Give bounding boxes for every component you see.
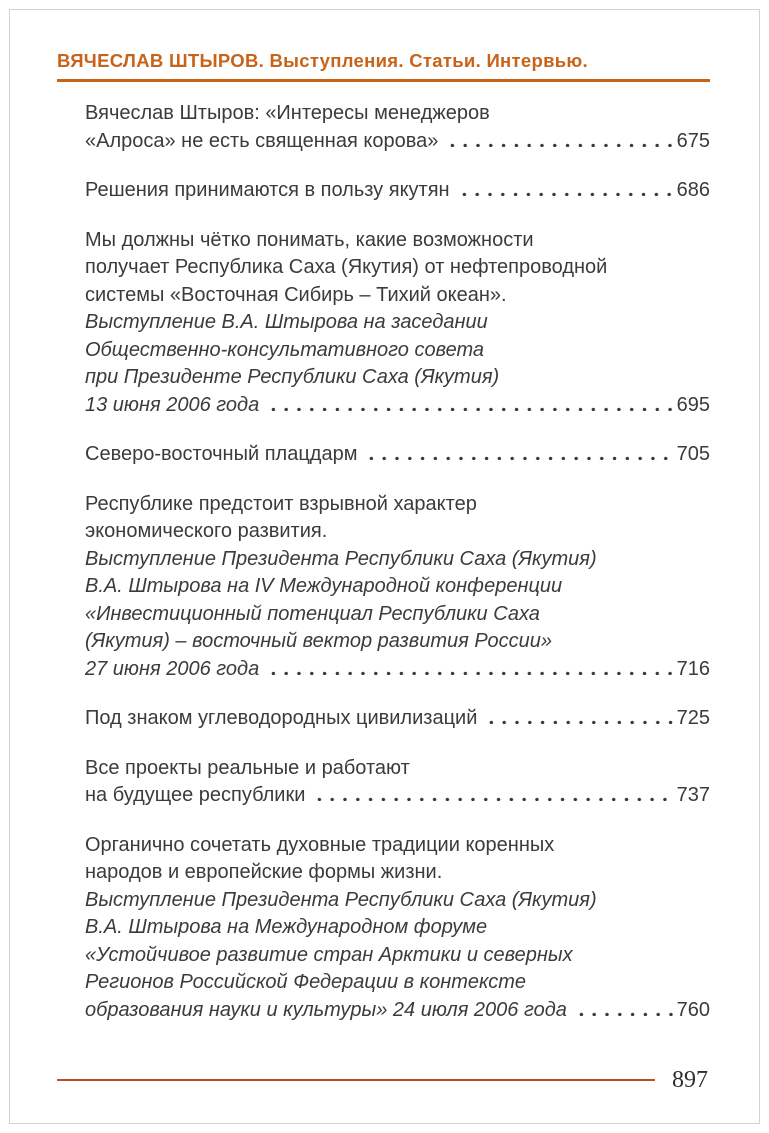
toc-line [85,364,710,392]
dot-leader [365,455,672,460]
toc-line [85,573,710,601]
dot-leader [313,796,672,801]
dot-leader [485,719,672,724]
toc-page-number: 695 [676,393,710,416]
toc-text: Выступление Президента Республики Саха (Якутия) [85,547,597,570]
toc-line [85,491,710,519]
toc-line [85,392,710,420]
toc-text: Мы должны чётко понимать, какие возможности [85,228,534,251]
toc-page-number: 675 [676,129,710,152]
toc-text: Регионов Российской Федерации в контексте [85,971,527,993]
toc-text: Общественно-консультативного совета [85,338,485,361]
toc-entry [85,832,710,1025]
toc-line [85,887,710,915]
toc-line [85,832,710,860]
toc-text: Северо-восточный плацдарм [85,443,358,465]
toc-text: при Президенте Республики Саха (Якутия) [85,366,500,388]
toc-line [85,859,710,887]
toc-text: народов и европейские формы жизни. [85,861,443,883]
toc-text: Органично сочетать духовные традиции коренных [85,833,555,856]
toc-line [85,755,710,783]
toc-line [85,254,710,282]
dot-leader [267,406,672,411]
toc-line [85,601,710,629]
toc-line [85,128,710,156]
toc-page-number: 725 [676,707,710,729]
toc-text: В.А. Штырова на Международном форуме [85,916,488,938]
toc-line [85,227,710,255]
toc-line [85,628,710,656]
toc-text: системы «Восточная Сибирь – Тихий океан». [85,283,507,306]
toc-line [85,177,710,205]
toc-text: образования науки и культуры» 24 июля 2006 года [85,998,567,1021]
toc-page-number: 716 [676,657,710,680]
toc-line [85,100,710,128]
dot-leader [458,191,673,196]
toc-line [85,656,710,684]
toc-text: Решения принимаются в пользу якутян [85,179,450,201]
toc-text: на будущее республики [85,784,306,806]
toc-entry [85,755,710,810]
toc-line [85,942,710,970]
toc-page-number: 686 [676,179,710,201]
toc-line [85,914,710,942]
toc-text: Республике предстоит взрывной характер [85,492,477,515]
toc-line [85,969,710,997]
footer-rule [57,1079,655,1081]
toc-line [85,337,710,365]
page-footer [57,1068,708,1092]
toc-text: 27 июня 2006 года [85,657,260,680]
toc-line [85,705,710,733]
toc-text: «Устойчивое развитие стран Арктики и северных [85,943,573,966]
dot-leader [575,1011,673,1016]
toc-text: Вячеслав Штыров: «Интересы менеджеров [85,102,490,124]
toc-text: экономического развития. [85,520,328,542]
toc-text: Под знаком углеводородных цивилизаций [85,707,478,729]
dot-leader [446,142,672,147]
header-rule [57,79,710,82]
toc-entry [85,491,710,684]
toc-page-number: 705 [676,443,710,465]
toc-text: «Инвестиционный потенциал Республики Саха [85,602,540,625]
toc-page-number: 760 [676,998,710,1021]
toc-line [85,546,710,574]
toc-text: 13 июня 2006 года [85,393,260,416]
toc-line [85,441,710,469]
running-head-title: ВЯЧЕСЛАВ ШТЫРОВ. Выступления. Статьи. Интервью. [57,50,588,71]
toc-entry [85,177,710,205]
toc [85,100,710,1024]
toc-line [85,782,710,810]
toc-text: Выступление Президента Республики Саха (Якутия) [85,888,597,911]
toc-entry [85,441,710,469]
toc-entry [85,100,710,155]
toc-text: В.А. Штырова на IV Международной конференции [85,575,563,597]
folio-page-number: 897 [672,1067,708,1093]
toc-text: получает Республика Саха (Якутия) от нефтепроводной [85,256,608,278]
toc-text: (Якутия) – восточный вектор развития России» [85,630,552,652]
toc-line [85,282,710,310]
toc-line [85,309,710,337]
toc-entry [85,227,710,420]
toc-line [85,997,710,1025]
dot-leader [267,670,672,675]
toc-entry [85,705,710,733]
toc-text: «Алроса» не есть священная корова» [85,129,439,152]
toc-text: Выступление В.А. Штырова на заседании [85,311,488,333]
toc-text: Все проекты реальные и работают [85,756,410,779]
toc-line [85,518,710,546]
toc-page-number: 737 [676,784,710,806]
page-header [57,50,710,82]
